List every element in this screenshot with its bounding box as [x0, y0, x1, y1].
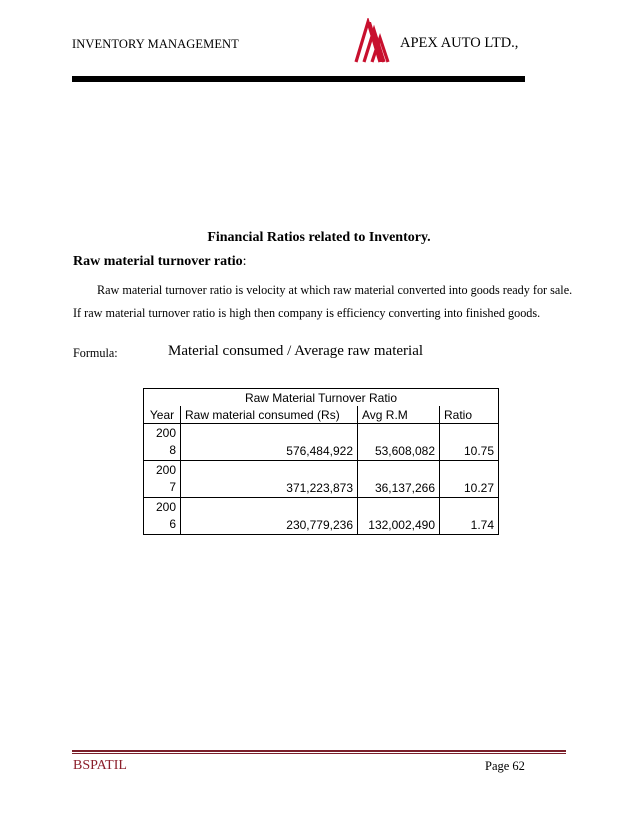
consumed-cell: 576,484,922: [181, 424, 358, 461]
avg-cell: 36,137,266: [358, 461, 440, 498]
year-cell: 200 7: [144, 461, 181, 498]
subheading-suffix: :: [242, 254, 247, 269]
section-title: Financial Ratios related to Inventory.: [207, 230, 431, 245]
table-row: [144, 461, 499, 498]
footer-author: BSPATIL: [73, 758, 127, 773]
company-name: APEX AUTO LTD.,: [400, 35, 519, 51]
column-header-consumed: Raw material consumed (Rs): [181, 406, 358, 424]
consumed-cell: 230,779,236: [181, 498, 358, 535]
table-row: [144, 498, 499, 535]
ratio-cell: 10.27: [440, 461, 499, 498]
column-header-ratio: Ratio: [440, 406, 499, 424]
paragraph-text: Raw material turnover ratio is velocity at which raw material converted into goods ready for sale. If raw material turnover ratio is high then company is efficiency converting into finished goods.: [73, 283, 573, 320]
formula-label: Formula:: [73, 346, 118, 360]
table-row: [144, 424, 499, 461]
page-number: Page 62: [485, 759, 525, 773]
column-header-year: Year: [144, 406, 181, 424]
table-caption: Raw Material Turnover Ratio: [144, 389, 499, 407]
footer-divider-thin: [72, 753, 566, 754]
year-cell: 200 6: [144, 498, 181, 535]
consumed-cell: 371,223,873: [181, 461, 358, 498]
apex-chevron-logo-icon: [352, 18, 396, 71]
header-left-title: INVENTORY MANAGEMENT: [72, 37, 239, 51]
column-header-avg: Avg R.M: [358, 406, 440, 424]
subheading: [73, 254, 247, 270]
formula-text: Material consumed / Average raw material: [168, 343, 424, 359]
avg-cell: 53,608,082: [358, 424, 440, 461]
ratio-cell: 10.75: [440, 424, 499, 461]
ratio-table: [143, 388, 499, 535]
subheading-text: Raw material turnover ratio: [73, 254, 243, 269]
header-divider: [72, 76, 525, 82]
description-paragraph: [73, 279, 573, 325]
year-cell: 200 8: [144, 424, 181, 461]
ratio-cell: 1.74: [440, 498, 499, 535]
avg-cell: 132,002,490: [358, 498, 440, 535]
footer-divider: [72, 750, 566, 752]
